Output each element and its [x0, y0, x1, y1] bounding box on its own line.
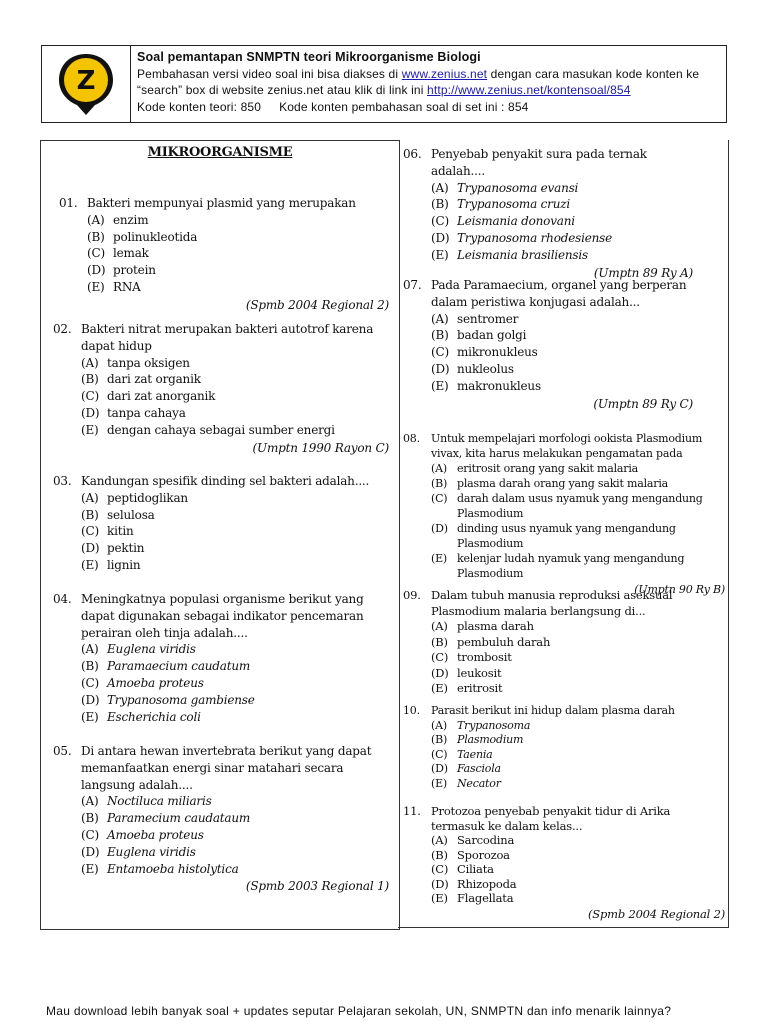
option-a[interactable]: (A) plasma darah — [431, 619, 534, 633]
option-d[interactable]: (D) pektin — [81, 541, 145, 556]
option-d[interactable]: (D) Rhizopoda — [431, 876, 517, 891]
option-b[interactable]: (B) Sporozoa — [431, 847, 510, 862]
code-discussion: Kode konten pembahasan soal di set ini : 854 — [279, 99, 529, 114]
question-source: (Spmb 2003 Regional 1) — [245, 879, 389, 894]
option-c[interactable]: (C) Amoeba proteus — [81, 675, 204, 690]
logo-letter: Z — [76, 66, 96, 96]
section-title: MIKROORGANISME — [147, 145, 293, 160]
question-number: 05. — [53, 744, 72, 758]
question-text: Pada Paramaecium, organel yang berperan dalam peristiwa konjugasi adalah... — [431, 278, 687, 309]
question-number: 02. — [53, 322, 72, 336]
option-a[interactable]: (A) Euglena viridis — [81, 642, 196, 657]
option-d[interactable]: (D) nukleolus — [431, 361, 514, 376]
option-e[interactable]: (E) RNA — [87, 279, 141, 294]
header-text: Pembahasan versi video soal ini bisa diakses di — [137, 66, 402, 81]
option-a[interactable]: (A) tanpa oksigen — [81, 355, 190, 370]
zenius-link[interactable]: www.zenius.net — [401, 66, 488, 81]
question-number: 04. — [53, 592, 72, 606]
question-03 — [53, 473, 389, 574]
option-c[interactable]: (C) dari zat anorganik — [81, 389, 216, 404]
question-number: 08. — [403, 432, 420, 445]
option-b[interactable]: (B) Trypanosoma cruzi — [431, 197, 570, 212]
option-b[interactable]: (B) Plasmodium — [431, 733, 524, 746]
option-b[interactable]: (B) selulosa — [81, 507, 155, 522]
question-text: Untuk mempelajari morfologi ookista Plasmodium vivax, kita harus melakukan pengamatan pada — [431, 432, 703, 460]
option-d[interactable]: (D) Fasciola — [431, 762, 501, 775]
option-c[interactable]: (C) Leismania donovani — [431, 214, 575, 229]
option-d[interactable]: (D) tanpa cahaya — [81, 405, 186, 420]
option-a[interactable]: (A) peptidoglikan — [81, 490, 188, 505]
option-d[interactable]: (D) dinding usus nyamuk yang mengandung Plasmodium — [431, 522, 676, 550]
option-e[interactable]: (E) makronukleus — [431, 378, 541, 393]
option-a[interactable]: (A) Noctiluca miliaris — [81, 794, 212, 809]
option-c[interactable]: (C) kitin — [81, 524, 134, 539]
question-source: (Umptn 1990 Rayon C) — [252, 440, 389, 455]
question-number: 09. — [403, 588, 421, 602]
option-e[interactable]: (E) kelenjar ludah nyamuk yang mengandung Plasmodium — [431, 552, 685, 580]
question-text: Penyebab penyakit sura pada ternak adalah.... — [431, 147, 647, 178]
question-number: 07. — [403, 278, 422, 292]
question-source: (Spmb 2004 Regional 2) — [588, 906, 725, 921]
logo-cell — [42, 46, 131, 122]
right-column — [398, 140, 729, 928]
option-d[interactable]: (D) Trypanosoma rhodesiense — [431, 230, 612, 245]
question-06 — [403, 146, 693, 281]
option-d[interactable]: (D) leukosit — [431, 665, 502, 680]
left-column — [40, 140, 400, 929]
question-02 — [53, 321, 389, 456]
option-c[interactable]: (C) Amoeba proteus — [81, 827, 204, 842]
question-08 — [403, 431, 725, 597]
option-a[interactable]: (A) eritrosit orang yang sakit malaria — [431, 462, 639, 475]
question-number: 01. — [59, 196, 78, 210]
question-text: Di antara hewan invertebrata berikut yang dapat memanfaatkan energi sinar matahari secara langsung adalah.... — [81, 744, 372, 792]
question-text: Bakteri mempunyai plasmid yang merupakan — [87, 196, 356, 210]
option-a[interactable]: (A) enzim — [87, 212, 149, 227]
question-11 — [403, 804, 725, 921]
option-c[interactable]: (C) darah dalam usus nyamuk yang mengandung Plasmodium — [431, 492, 703, 520]
question-text: Protozoa penyebab penyakit tidur di Arika termasuk ke dalam kelas... — [431, 804, 671, 833]
question-source: (Umptn 89 Ry C) — [593, 396, 693, 411]
header-text: “search” box di website zenius.net atau klik di link ini — [137, 83, 428, 97]
header-text: dengan cara masukan kode konten ke — [487, 66, 700, 81]
question-01 — [59, 195, 389, 314]
header-info — [131, 46, 726, 122]
header-line-3 — [137, 99, 720, 116]
option-b[interactable]: (B) badan golgi — [431, 328, 527, 343]
option-e[interactable]: (E) Flagellata — [431, 891, 514, 905]
question-text: Meningkatnya populasi organisme berikut yang dapat digunakan sebagai indikator pencemaran perairan oleh tinja adalah.... — [81, 592, 364, 640]
header-box — [41, 45, 727, 123]
option-a[interactable]: (A) Trypanosoma — [431, 718, 531, 732]
option-a[interactable]: (A) Trypanosoma evansi — [431, 180, 579, 195]
option-b[interactable]: (B) Paramecium caudataum — [81, 811, 251, 826]
question-source: (Spmb 2004 Regional 2) — [245, 297, 389, 312]
question-05 — [53, 743, 389, 895]
option-a[interactable]: (A) sentromer — [431, 311, 519, 326]
question-number: 10. — [403, 704, 420, 717]
option-e[interactable]: (E) eritrosit — [431, 681, 503, 695]
code-theory: Kode konten teori: 850 — [137, 99, 262, 114]
question-04 — [53, 591, 389, 725]
zenius-logo-icon — [55, 51, 117, 117]
question-text: Bakteri nitrat merupakan bakteri autotrof karena dapat hidup — [81, 322, 374, 353]
option-e[interactable]: (E) Leismania brasiliensis — [431, 247, 588, 262]
kontensoal-link[interactable]: http://www.zenius.net/kontensoal/854 — [427, 83, 631, 97]
option-b[interactable]: (B) polinukleotida — [87, 229, 198, 244]
header-line-1 — [137, 66, 720, 83]
option-e[interactable]: (E) lignin — [81, 557, 141, 572]
doc-title: Soal pemantapan SNMPTN teori Mikroorganisme Biologi — [137, 50, 481, 64]
option-e[interactable]: (E) Necator — [431, 776, 501, 790]
question-09 — [403, 588, 725, 697]
question-text: Kandungan spesifik dinding sel bakteri adalah.... — [81, 474, 370, 488]
option-c[interactable]: (C) Ciliata — [431, 862, 494, 876]
question-source: (Umptn 89 Ry A) — [593, 265, 693, 280]
option-c[interactable]: (C) Taenia — [431, 747, 493, 761]
question-source: (Umptn 90 Ry B) — [634, 583, 725, 596]
footer-text: Mau download lebih banyak soal + updates seputar Pelajaran sekolah, UN, SNMPTN dan info menarik lainnya? — [46, 1004, 672, 1018]
option-b[interactable]: (B) pembuluh darah — [431, 634, 551, 649]
option-e[interactable]: (E) Entamoeba histolytica — [81, 861, 239, 876]
option-a[interactable]: (A) Sarcodina — [431, 833, 515, 847]
header-line-2 — [137, 82, 720, 99]
option-e[interactable]: (E) dengan cahaya sebagai sumber energi — [81, 422, 335, 437]
option-c[interactable]: (C) mikronukleus — [431, 345, 538, 360]
question-number: 06. — [403, 147, 422, 161]
question-text: Parasit berikut ini hidup dalam plasma darah — [431, 704, 675, 717]
option-e[interactable]: (E) Escherichia coli — [81, 709, 201, 724]
question-10 — [403, 704, 725, 791]
option-b[interactable]: (B) plasma darah orang yang sakit malaria — [431, 477, 669, 490]
question-number: 03. — [53, 474, 72, 488]
option-d[interactable]: (D) Euglena viridis — [81, 844, 196, 859]
option-b[interactable]: (B) dari zat organik — [81, 372, 201, 387]
option-c[interactable]: (C) lemak — [87, 246, 149, 261]
option-d[interactable]: (D) Trypanosoma gambiense — [81, 692, 255, 707]
option-c[interactable]: (C) trombosit — [431, 650, 512, 664]
question-07 — [403, 277, 693, 412]
option-b[interactable]: (B) Paramaecium caudatum — [81, 659, 251, 674]
option-d[interactable]: (D) protein — [87, 263, 156, 278]
question-number: 11. — [403, 804, 421, 818]
question-text: Dalam tubuh manusia reproduksi aseksual Plasmodium malaria berlangsung di... — [431, 588, 673, 618]
